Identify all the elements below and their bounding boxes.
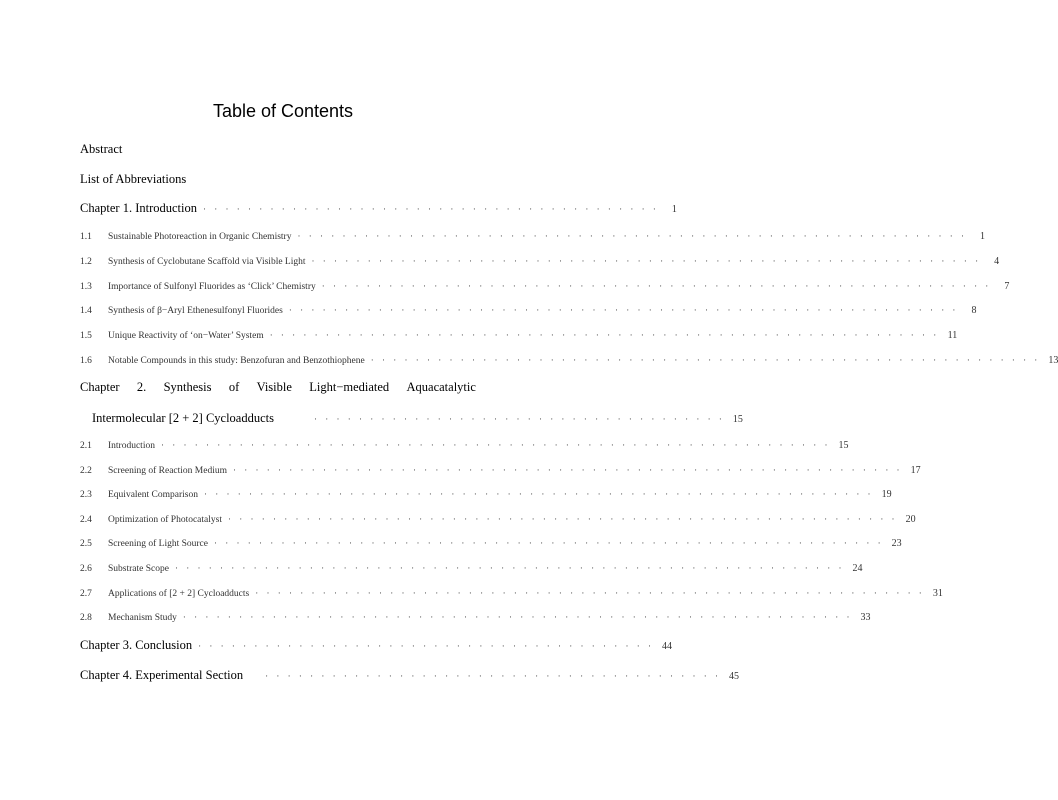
- toc-section-1-5[interactable]: [80, 330, 958, 346]
- page-number: 31: [932, 587, 943, 599]
- dot-leader: · · · · · · · · · · · · · · · · · · · · · · · · · · · · · · · · · · · · · · · · · · · · · · · · · · · · · · · · · · · ·: [232, 464, 903, 475]
- section-label: Optimization of Photocatalyst: [108, 514, 222, 525]
- page-number: 1: [980, 231, 986, 242]
- chapter-label: Chapter 1. Introduction: [80, 201, 197, 215]
- toc-section-1-3[interactable]: [80, 280, 1010, 297]
- dot-leader: · · · · · · · · · · · · · · · · · · · · · · · · · · · · · · · · · · · · · · · · · · · · · · · · · · · · · · · · · · · ·: [288, 305, 959, 316]
- section-label: Mechanism Study: [108, 613, 177, 624]
- page-number: 4: [994, 255, 1000, 267]
- page-number: 17: [910, 464, 921, 476]
- toc-section-2-1[interactable]: [80, 440, 849, 456]
- dot-leader: · · · · · · · · · · · · · · · · · · · · · · · · · · · · · · · · · · · · · · · · · · · · · · · · · · · · · · · · · · · ·: [182, 612, 853, 623]
- toc-section-1-1[interactable]: [80, 231, 986, 247]
- page-number: 15: [838, 440, 849, 451]
- chapter-word: 2.: [136, 380, 147, 394]
- chapter-word: of: [228, 380, 240, 394]
- toc-chapter-3[interactable]: [80, 638, 673, 654]
- chapter-label: Intermolecular [2 + 2] Cycloadducts: [92, 411, 274, 425]
- page-number: 45: [729, 671, 740, 682]
- section-number: 1.4: [80, 306, 92, 317]
- page-number: 1: [671, 204, 677, 215]
- section-label: Applications of [2 + 2] Cycloadducts: [108, 588, 250, 599]
- section-number: 1.3: [80, 281, 92, 292]
- section-label: Notable Compounds in this study: Benzofuran and Benzothiophene: [108, 356, 365, 366]
- section-label: Substrate Scope: [108, 564, 169, 574]
- page-title: Table of Contents: [212, 101, 354, 121]
- dot-leader: · · · · · · · · · · · · · · · · · · · · · · · · · · · · · · · · · · · · · · · · · · · · · · · · · · · · · · · · · · · ·: [370, 355, 1041, 365]
- section-number: 2.6: [80, 564, 92, 574]
- chapter-label: Chapter 4. Experimental Section: [80, 668, 244, 682]
- chapter-word: Light−mediated: [309, 380, 390, 394]
- page-number: 23: [891, 538, 902, 550]
- toc-chapter-2-line2[interactable]: [92, 411, 743, 427]
- section-label: Equivalent Comparison: [108, 490, 198, 501]
- dot-leader: · · · · · · · · · · · · · · · · · · · · · · · · · · · · · · · · · · · · · · · · · · · · · · · · · · · · · · · · · · · ·: [269, 330, 940, 341]
- section-number: 1.1: [80, 232, 92, 242]
- toc-section-1-2[interactable]: [80, 255, 1000, 272]
- toc-section-2-5[interactable]: [80, 538, 902, 554]
- toc-section-1-6[interactable]: [80, 355, 1058, 371]
- section-label: Screening of Light Source: [108, 539, 208, 550]
- page-number: 19: [881, 489, 892, 501]
- dot-leader: · · · · · · · · · · · · · · · · · · · · · · · · · · · · · · · · · · · · · · · · · · · · · · · · · · · · · · · · · · · ·: [255, 587, 925, 598]
- section-number: 1.2: [80, 256, 92, 267]
- section-number: 2.7: [80, 588, 92, 599]
- section-label: Synthesis of β−Aryl Ethenesulfonyl Fluorides: [108, 306, 283, 317]
- page-number: 24: [852, 563, 863, 574]
- page-number: 7: [1004, 280, 1010, 292]
- toc-chapter-2-line1[interactable]: [80, 380, 476, 395]
- dot-leader: · · · · · · · · · · · · · · · · · · · · · · · · · · · · · · · · · · · · · · · · · · · · · · · · · · · · · · · · · · · ·: [214, 538, 884, 549]
- section-label: Screening of Reaction Medium: [108, 465, 227, 476]
- toc-abstract[interactable]: Abstract: [80, 142, 123, 156]
- section-number: 2.8: [80, 613, 92, 624]
- section-label: Importance of Sulfonyl Fluorides as ‘Click’ Chemistry: [108, 281, 316, 292]
- dot-leader: · · · · · · · · · · · · · · · · · · · · · · · · · · · · · · · · · · · · · · · · · · · · · · · · · · · · · · · · · · · ·: [160, 440, 831, 450]
- dot-leader: · · · · · · · · · · · · · · · · · · · · · · · · · · · · · · · · · · · · · · · · · · · · · · · · · · · · · · · · · · · ·: [311, 255, 982, 266]
- toc-section-1-4[interactable]: [80, 305, 977, 321]
- chapter-word: Aquacatalytic: [406, 380, 476, 394]
- toc-section-2-2[interactable]: [80, 464, 921, 481]
- dot-leader: · · · · · · · · · · · · · · · · · · · · · · · · · · · · · · · · · · · · · · · · · · · · · · · · · · · · · · · · · · · ·: [321, 280, 992, 291]
- section-number: 1.6: [80, 356, 92, 366]
- dot-leader: · · · · · · · · · · · · · · · · · · · · · · · · · · · · · · · · · · · · · · · · · · · · · · · · · · · · · · · · · · · ·: [297, 231, 968, 241]
- page-number: 13: [1048, 355, 1058, 366]
- chapter-word: Visible: [256, 380, 292, 394]
- section-label: Sustainable Photoreaction in Organic Chemistry: [108, 232, 292, 242]
- section-label: Synthesis of Cyclobutane Scaffold via Visible Light: [108, 256, 306, 267]
- dot-leader: · · · · · · · · · · · · · · · · · · · · · · · · · · · · · · · · · · · · · · · · ·: [265, 671, 722, 681]
- toc-section-2-8[interactable]: [80, 612, 871, 628]
- chapter-label: Chapter 3. Conclusion: [80, 638, 193, 652]
- chapter-word: Synthesis: [163, 380, 212, 394]
- section-label: Unique Reactivity of ‘on−Water’ System: [108, 331, 264, 342]
- toc-chapter-1[interactable]: [80, 201, 677, 217]
- section-label: Introduction: [108, 441, 155, 451]
- page-number: 20: [905, 513, 916, 525]
- toc-section-2-7[interactable]: [80, 587, 943, 604]
- toc-section-2-4[interactable]: [80, 513, 916, 530]
- section-number: 2.5: [80, 539, 92, 550]
- section-number: 2.1: [80, 441, 92, 451]
- toc-chapter-4[interactable]: [80, 668, 740, 684]
- section-number: 2.3: [80, 490, 92, 501]
- dot-leader: · · · · · · · · · · · · · · · · · · · · · · · · · · · · · · · · · · · · · · · · · · · · · · · · · · · · · · · · · · · ·: [227, 513, 898, 524]
- dot-leader: · · · · · · · · · · · · · · · · · · · · · · · · · · · · · · · · · · · · ·: [314, 414, 725, 424]
- toc-abbreviations[interactable]: List of Abbreviations: [80, 172, 187, 186]
- toc-section-2-3[interactable]: [80, 489, 892, 505]
- page-number: 11: [947, 330, 958, 342]
- section-number: 2.4: [80, 514, 92, 525]
- page-number: 15: [732, 414, 743, 425]
- section-number: 2.2: [80, 465, 92, 476]
- dot-leader: · · · · · · · · · · · · · · · · · · · · · · · · · · · · · · · · · · · · · · · · · · · · · · · · · · · · · · · · · · · ·: [174, 563, 845, 573]
- dot-leader: · · · · · · · · · · · · · · · · · · · · · · · · · · · · · · · · · · · · · · · · ·: [198, 641, 655, 651]
- chapter-word: Chapter: [80, 380, 120, 394]
- page-number: 44: [662, 641, 673, 652]
- page-number: 8: [971, 305, 977, 317]
- page-number: 33: [860, 612, 871, 624]
- section-number: 1.5: [80, 331, 92, 342]
- dot-leader: · · · · · · · · · · · · · · · · · · · · · · · · · · · · · · · · · · · · · · · · · · · · · · · · · · · · · · · · · · · ·: [203, 489, 874, 500]
- dot-leader: · · · · · · · · · · · · · · · · · · · · · · · · · · · · · · · · · · · · · · · · ·: [203, 204, 659, 214]
- toc-section-2-6[interactable]: [80, 563, 863, 579]
